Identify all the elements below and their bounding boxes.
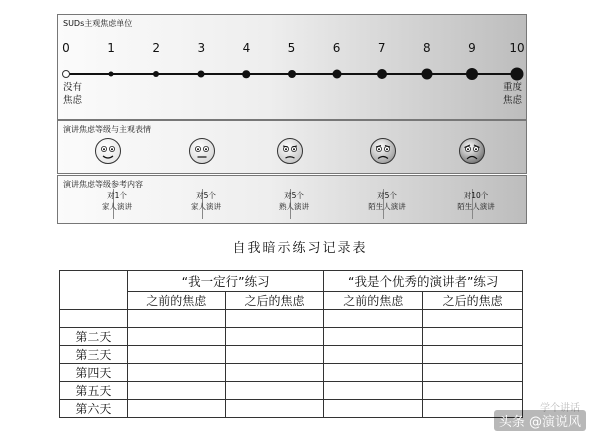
uneasy-face-icon: [276, 137, 304, 165]
background-watermark: 学个讲话: [540, 403, 580, 414]
reference-label: [187, 190, 221, 212]
scale-tick-label: 10: [509, 41, 525, 55]
severe-anxiety-label-line1: 重度: [502, 82, 522, 93]
record-cell[interactable]: [225, 364, 324, 382]
scale-dot: [332, 70, 341, 79]
record-cell[interactable]: [225, 346, 324, 364]
no-anxiety-label-line1: 没有: [63, 82, 83, 93]
group-header-1: “我一定行”练习: [127, 271, 324, 292]
record-cell[interactable]: [225, 400, 324, 418]
scale-tick-label: 7: [377, 41, 386, 55]
corner-cell: [60, 271, 128, 310]
record-cell[interactable]: [127, 400, 225, 418]
record-cell[interactable]: [127, 364, 225, 382]
record-cell[interactable]: [324, 382, 423, 400]
scale-dot: [62, 70, 70, 78]
record-cell[interactable]: [127, 310, 225, 328]
table-row: [60, 310, 523, 328]
record-cell[interactable]: [423, 310, 523, 328]
record-table: [59, 270, 523, 418]
record-cell[interactable]: [324, 346, 423, 364]
suds-scale-panel: [57, 14, 527, 120]
watermark: 头条 @演说风: [494, 410, 586, 431]
subheader-after-2: 之后的焦虑: [423, 292, 523, 310]
scale-dot: [511, 68, 524, 81]
record-cell[interactable]: [324, 400, 423, 418]
record-cell[interactable]: [225, 310, 324, 328]
day-label: [60, 310, 128, 328]
scale-tick-label: 1: [107, 41, 115, 55]
table-row: [60, 382, 523, 400]
reference-audience-type: 熟人演讲: [279, 202, 309, 211]
reference-audience-count: 对5个: [377, 191, 397, 200]
scale-dot: [153, 71, 159, 77]
group-header-2: “我是个优秀的演讲者”练习: [324, 271, 523, 292]
severe-anxiety-label: [503, 81, 522, 107]
calm-face-icon: [94, 137, 122, 165]
day-label: 第六天: [60, 400, 128, 418]
scale-tick-label: 9: [468, 41, 476, 55]
reference-audience-type: 陌生人演讲: [457, 202, 495, 211]
scale-dot: [243, 70, 251, 78]
scale-tick-label: 3: [197, 41, 206, 55]
scale-dot: [288, 70, 296, 78]
reference-label: [364, 190, 406, 212]
record-cell[interactable]: [423, 382, 523, 400]
table-row: [60, 346, 523, 364]
record-table-body: [60, 310, 523, 418]
scale-tick-label: 2: [152, 41, 161, 55]
scale-tick-label: 5: [287, 41, 296, 55]
anxiety-faces-title: 演讲焦虑等级与主观表情: [63, 125, 151, 134]
record-table-title: 自我暗示练习记录表: [232, 241, 368, 256]
day-label: 第四天: [60, 364, 128, 382]
record-cell[interactable]: [423, 364, 523, 382]
reference-audience-type: 陌生人演讲: [368, 202, 406, 211]
subheader-after-1: 之后的焦虑: [225, 292, 324, 310]
reference-audience-type: 家人演讲: [191, 202, 221, 211]
reference-label: [453, 190, 495, 212]
day-label: 第二天: [60, 328, 128, 346]
neutral-face-icon: [188, 137, 216, 165]
record-cell[interactable]: [127, 382, 225, 400]
record-cell[interactable]: [324, 310, 423, 328]
worried-face-icon: [369, 137, 397, 165]
reference-audience-count: 对1个: [107, 191, 127, 200]
record-cell[interactable]: [225, 328, 324, 346]
reference-audience-count: 对5个: [196, 191, 216, 200]
record-cell[interactable]: [127, 346, 225, 364]
scale-tick-label: 8: [422, 41, 431, 55]
record-cell[interactable]: [423, 346, 523, 364]
distressed-face-icon: [458, 137, 486, 165]
day-label: 第五天: [60, 382, 128, 400]
table-row: [60, 400, 523, 418]
scale-dot: [198, 71, 205, 78]
severe-anxiety-label-line2: 焦虑: [502, 95, 522, 106]
scale-dot: [109, 72, 114, 77]
reference-panel: [57, 175, 527, 224]
scale-dot: [421, 69, 432, 80]
no-anxiety-label: [63, 81, 82, 107]
reference-audience-count: 对5个: [284, 191, 304, 200]
suds-scale-title: SUDs主观焦虑单位: [63, 19, 133, 28]
record-cell[interactable]: [423, 328, 523, 346]
subheader-before-1: 之前的焦虑: [127, 292, 225, 310]
reference-title: 演讲焦虑等级参考内容: [63, 180, 143, 189]
no-anxiety-label-line2: 焦虑: [63, 95, 83, 106]
record-cell[interactable]: [324, 328, 423, 346]
reference-audience-count: 对10个: [463, 191, 489, 200]
scale-tick-label: 4: [242, 41, 251, 55]
scale-tick-label: 0: [62, 41, 70, 55]
anxiety-faces-panel: [57, 120, 527, 174]
record-cell[interactable]: [324, 364, 423, 382]
scale-tick-label: 6: [332, 41, 341, 55]
scale-dot: [377, 69, 387, 79]
scale-dot: [466, 68, 478, 80]
subheader-before-2: 之前的焦虑: [324, 292, 423, 310]
reference-label: [275, 190, 309, 212]
table-row: [60, 328, 523, 346]
reference-label: [98, 190, 132, 212]
table-row: [60, 364, 523, 382]
record-cell[interactable]: [127, 328, 225, 346]
day-label: 第三天: [60, 346, 128, 364]
record-cell[interactable]: [225, 382, 324, 400]
reference-audience-type: 家人演讲: [102, 202, 132, 211]
